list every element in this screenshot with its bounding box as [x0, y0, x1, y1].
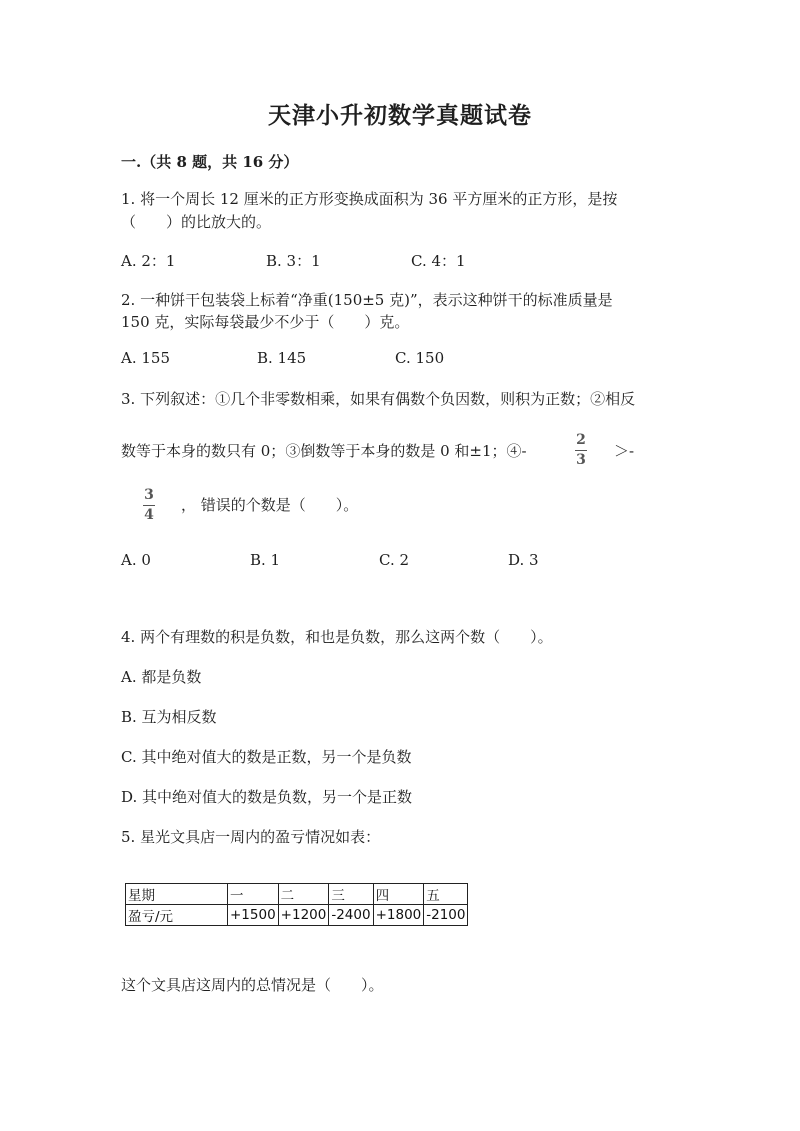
q1-option-b: B. 3：1 — [266, 252, 321, 270]
q5-text-line1: 5. 星光文具店一周内的盈亏情况如表： — [121, 828, 381, 846]
q2-option-a: A. 155 — [121, 349, 170, 367]
table-cell: +1200 — [278, 905, 329, 926]
q1-text-line2: （ ）的比放大的。 — [121, 213, 272, 231]
q1-option-c: C. 4：1 — [411, 252, 466, 270]
table-cell: -2100 — [424, 905, 468, 926]
q3-option-c: C. 2 — [379, 551, 410, 569]
q3-text-line2: 数等于本身的数只有 0；③倒数等于本身的数是 0 和±1；④- — [121, 442, 527, 460]
q4-option-a: A. 都是负数 — [121, 668, 202, 686]
table-cell: 二 — [278, 884, 329, 905]
fraction-numerator: 3 — [144, 487, 154, 503]
q3-fraction-two-thirds — [575, 432, 587, 468]
table-cell: -2400 — [329, 905, 373, 926]
q2-option-b: B. 145 — [257, 349, 307, 367]
q2-text-line1: 2. 一种饼干包装袋上标着“净重(150±5 克)”，表示这种饼干的标准质量是 — [121, 291, 613, 309]
q2-option-c: C. 150 — [395, 349, 445, 367]
q3-option-d: D. 3 — [508, 551, 539, 569]
q4-option-c: C. 其中绝对值大的数是正数，另一个是负数 — [121, 748, 412, 766]
page-title: 天津小升初数学真题试卷 — [268, 102, 532, 129]
fraction-denominator: 4 — [144, 507, 154, 523]
q1-option-a: A. 2：1 — [121, 252, 176, 270]
table-cell: 一 — [228, 884, 279, 905]
table-cell: 星期 — [126, 884, 228, 905]
table-cell: 三 — [329, 884, 373, 905]
q4-option-d: D. 其中绝对值大的数是负数，另一个是正数 — [121, 788, 413, 806]
table-cell: +1500 — [228, 905, 279, 926]
section-heading: 一.（共 8 题，共 16 分） — [121, 153, 299, 171]
q4-option-b: B. 互为相反数 — [121, 708, 217, 726]
table-cell: 五 — [424, 884, 468, 905]
q5-text-line2: 这个文具店这周内的总情况是（ ）。 — [121, 976, 384, 994]
table-row-header — [126, 884, 468, 905]
profit-loss-table — [125, 883, 468, 926]
fraction-denominator: 3 — [576, 452, 586, 468]
q3-fraction-three-quarters — [143, 487, 155, 523]
q1-text-line1: 1. 将一个周长 12 厘米的正方形变换成面积为 36 平方厘米的正方形，是按 — [121, 190, 618, 208]
table-cell: +1800 — [373, 905, 424, 926]
q2-text-line2: 150 克，实际每袋最少不少于（ ）克。 — [121, 313, 410, 331]
fraction-bar — [575, 450, 587, 451]
q3-text-line1: 3. 下列叙述：①几个非零数相乘，如果有偶数个负因数，则积为正数；②相反 — [121, 390, 636, 408]
q3-option-b: B. 1 — [250, 551, 281, 569]
fraction-numerator: 2 — [576, 432, 586, 448]
q3-text-line3: ， 错误的个数是（ ）。 — [181, 496, 359, 514]
q3-greater-than-sign: ＞- — [614, 442, 635, 460]
table-cell: 四 — [373, 884, 424, 905]
q3-option-a: A. 0 — [121, 551, 151, 569]
table-row-profit-loss — [126, 905, 468, 926]
fraction-bar — [143, 505, 155, 506]
q4-text-line1: 4. 两个有理数的积是负数，和也是负数，那么这两个数（ ）。 — [121, 628, 553, 646]
table-cell: 盈亏/元 — [126, 905, 228, 926]
